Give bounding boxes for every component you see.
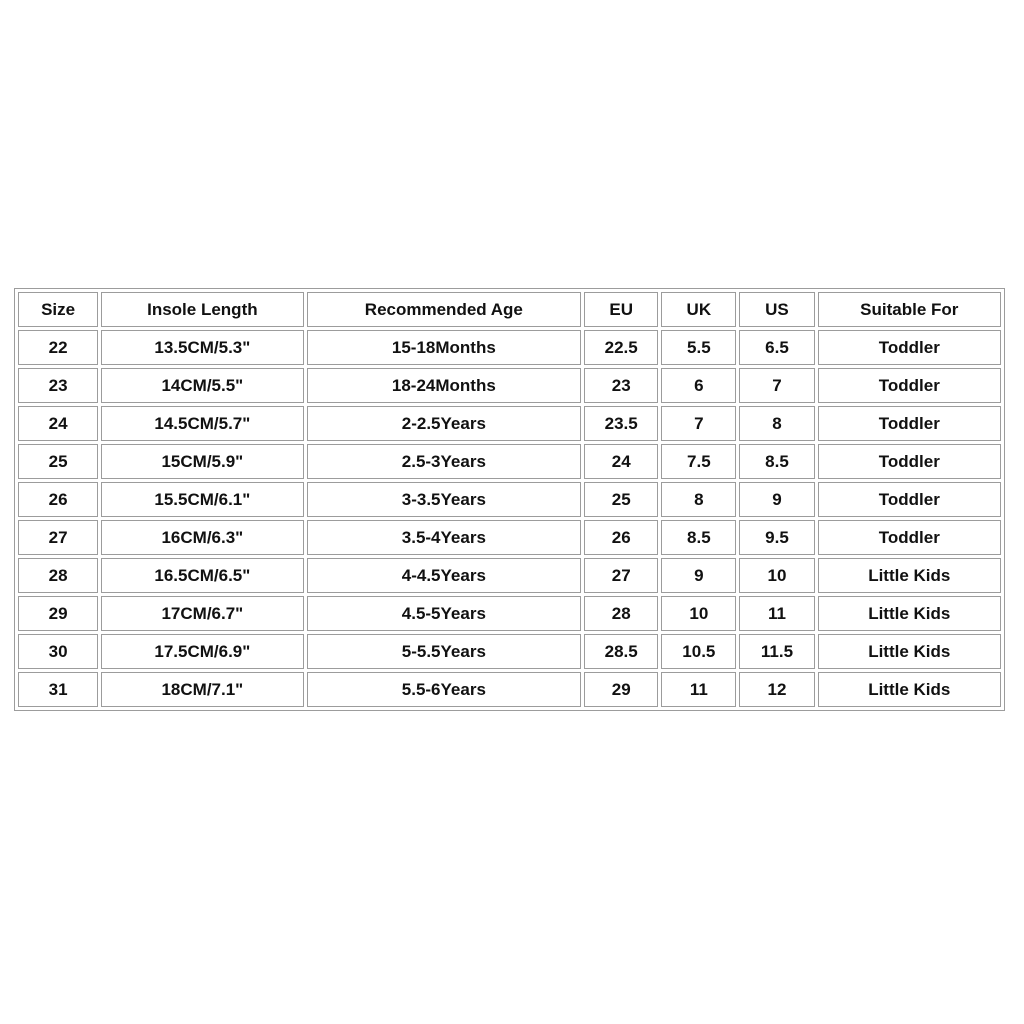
header-uk: UK [661, 292, 736, 327]
cell-insole-length: 15CM/5.9" [101, 444, 303, 479]
table-row [18, 634, 1001, 669]
cell-insole-length: 18CM/7.1" [101, 672, 303, 707]
cell-size: 31 [18, 672, 98, 707]
cell-uk: 7 [661, 406, 736, 441]
cell-us: 7 [739, 368, 814, 403]
cell-suitable-for: Toddler [818, 330, 1001, 365]
cell-size: 29 [18, 596, 98, 631]
cell-size: 26 [18, 482, 98, 517]
cell-uk: 11 [661, 672, 736, 707]
cell-us: 8.5 [739, 444, 814, 479]
cell-insole-length: 14.5CM/5.7" [101, 406, 303, 441]
cell-insole-length: 16CM/6.3" [101, 520, 303, 555]
cell-insole-length: 16.5CM/6.5" [101, 558, 303, 593]
cell-us: 8 [739, 406, 814, 441]
cell-uk: 7.5 [661, 444, 736, 479]
cell-eu: 23.5 [584, 406, 658, 441]
cell-eu: 25 [584, 482, 658, 517]
table-row [18, 406, 1001, 441]
cell-suitable-for: Little Kids [818, 596, 1001, 631]
cell-recommended-age: 4-4.5Years [307, 558, 582, 593]
cell-uk: 6 [661, 368, 736, 403]
cell-suitable-for: Toddler [818, 368, 1001, 403]
table-row [18, 444, 1001, 479]
cell-uk: 8 [661, 482, 736, 517]
cell-suitable-for: Toddler [818, 482, 1001, 517]
cell-recommended-age: 5-5.5Years [307, 634, 582, 669]
cell-size: 27 [18, 520, 98, 555]
cell-uk: 8.5 [661, 520, 736, 555]
cell-recommended-age: 2.5-3Years [307, 444, 582, 479]
cell-eu: 26 [584, 520, 658, 555]
table-header-row [18, 292, 1001, 327]
cell-size: 24 [18, 406, 98, 441]
cell-recommended-age: 15-18Months [307, 330, 582, 365]
cell-size: 23 [18, 368, 98, 403]
cell-size: 22 [18, 330, 98, 365]
header-size: Size [18, 292, 98, 327]
cell-recommended-age: 2-2.5Years [307, 406, 582, 441]
cell-suitable-for: Toddler [818, 406, 1001, 441]
cell-us: 9.5 [739, 520, 814, 555]
cell-eu: 28.5 [584, 634, 658, 669]
cell-us: 9 [739, 482, 814, 517]
header-insole-length: Insole Length [101, 292, 303, 327]
cell-recommended-age: 3-3.5Years [307, 482, 582, 517]
size-chart-table [14, 288, 1005, 711]
table-row [18, 596, 1001, 631]
header-eu: EU [584, 292, 658, 327]
cell-us: 6.5 [739, 330, 814, 365]
cell-suitable-for: Little Kids [818, 558, 1001, 593]
table-row [18, 558, 1001, 593]
cell-size: 28 [18, 558, 98, 593]
header-recommended-age: Recommended Age [307, 292, 582, 327]
table-row [18, 330, 1001, 365]
cell-recommended-age: 3.5-4Years [307, 520, 582, 555]
cell-suitable-for: Little Kids [818, 634, 1001, 669]
cell-suitable-for: Toddler [818, 444, 1001, 479]
cell-suitable-for: Toddler [818, 520, 1001, 555]
cell-insole-length: 13.5CM/5.3" [101, 330, 303, 365]
cell-size: 25 [18, 444, 98, 479]
cell-recommended-age: 4.5-5Years [307, 596, 582, 631]
table-row [18, 520, 1001, 555]
cell-insole-length: 17.5CM/6.9" [101, 634, 303, 669]
cell-us: 10 [739, 558, 814, 593]
cell-eu: 24 [584, 444, 658, 479]
table-row [18, 368, 1001, 403]
cell-uk: 5.5 [661, 330, 736, 365]
table-row [18, 672, 1001, 707]
cell-uk: 9 [661, 558, 736, 593]
cell-us: 11 [739, 596, 814, 631]
cell-eu: 23 [584, 368, 658, 403]
cell-insole-length: 17CM/6.7" [101, 596, 303, 631]
header-suitable-for: Suitable For [818, 292, 1001, 327]
cell-us: 12 [739, 672, 814, 707]
cell-suitable-for: Little Kids [818, 672, 1001, 707]
cell-eu: 29 [584, 672, 658, 707]
cell-eu: 22.5 [584, 330, 658, 365]
cell-us: 11.5 [739, 634, 814, 669]
cell-insole-length: 15.5CM/6.1" [101, 482, 303, 517]
cell-recommended-age: 5.5-6Years [307, 672, 582, 707]
cell-recommended-age: 18-24Months [307, 368, 582, 403]
table-row [18, 482, 1001, 517]
cell-uk: 10 [661, 596, 736, 631]
cell-eu: 27 [584, 558, 658, 593]
cell-eu: 28 [584, 596, 658, 631]
header-us: US [739, 292, 814, 327]
cell-uk: 10.5 [661, 634, 736, 669]
cell-size: 30 [18, 634, 98, 669]
cell-insole-length: 14CM/5.5" [101, 368, 303, 403]
